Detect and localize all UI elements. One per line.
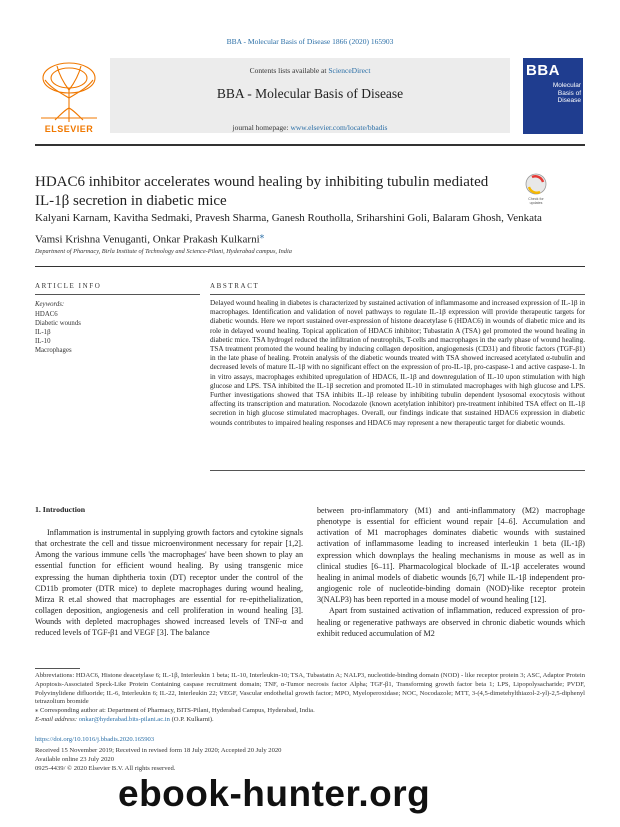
contents-line: Contents lists available at ScienceDirect (249, 66, 371, 75)
body-right-column (317, 505, 585, 639)
check-for-updates-badge[interactable] (523, 173, 549, 205)
journal-reference[interactable]: BBA - Molecular Basis of Disease 1866 (2020) 165903 (226, 37, 394, 46)
body-paragraph: Apart from sustained activation of inflammation, reduced expression of pro-healing or regenerative pathways are observed in chronic diabetic wounds which exhibit reduced accumulation of M2 (317, 606, 585, 638)
body-paragraph: Inflammation is instrumental in supplying growth factors and cytokine signals that orchestrate the cell and tissue microenvironment necessary for repair [1,2]. Among the various immune cells 'the macrophages' have been shown to play an essential function for efficient wound healing. By using transgenic mice expressing the human diphtheria toxin (DT) receptor under the control of the CD11b promoter (DTR mice) to deplete macrophages during wound healing, Mirza R et.al showed that macrophages are essential for re-epithelialization, collagen deposition, angiogenesis and cell proliferation in wound healing [3]. Wounds with depleted macrophages showed increased levels of TNF-α and reduced levels of TGF-β1 and VEGF [3]. The balance (35, 528, 303, 638)
body-left-column (35, 527, 303, 639)
article-info-heading: ARTICLE INFO (35, 282, 102, 290)
keywords-list (35, 310, 81, 355)
article-info-divider (35, 294, 200, 295)
abstract-divider (210, 294, 585, 295)
email-link[interactable]: onkar@hyderabad.bits-pilani.ac.in (78, 715, 170, 723)
author-list: Kalyani Karnam, Kavitha Sedmaki, Pravesh Sharma, Ganesh Routholla, Sriharshini Goli, Balaram Ghosh, Venkata Vamsi Krishna Venuganti, Onkar Prakash Kulkarni⁎ (35, 212, 542, 246)
article-history (35, 747, 281, 774)
article-title: HDAC6 inhibitor accelerates wound healing by inhibiting tubulin mediated IL-1β secretion in diabetic mice (35, 174, 489, 209)
history-line: Available online 23 July 2020 (35, 755, 114, 763)
journal-title: BBA - Molecular Basis of Disease (216, 86, 404, 101)
keyword-item: Macrophages (35, 347, 72, 355)
history-line: 0925-4439/ © 2020 Elsevier B.V. All rights reserved. (35, 764, 176, 772)
svg-text:Check for: Check for (528, 197, 544, 201)
abbreviations-footnote: Abbreviations: HDAC6, Histone deacetylase 6; IL-1β, Interleukin 1 beta; IL-10, Interleukin-10; TSA, Tubastatin A; NALP3, nucleotide-binding domain (NOD) - like receptor protein 3; ASC, Adaptor Protein Apoptosis-Associated Speck-Like Protein Containing caspase recruitment domain; TNF, α-Tumor necrosis factor Alpha; TGF-β1, Transforming growth factor beta 1; LPS, Lipopolysacharide; PVDF, Polyvinylidene difluoride; IL-6, Interleukin 6; IL-22, Interleukin 22; VEGF, Vascular endothelial growth factor; MPO, Myeloperoxidase; NOC, Nocodazole; MTT, 3-(4,5-dimetehylthiazol-2-yl)-2,5-diphenyl tetrazolium bromide (35, 672, 585, 706)
header-divider (35, 144, 585, 146)
journal-cover (523, 58, 583, 134)
body-paragraph: between pro-inflammatory (M1) and anti-inflammatory (M2) macrophage phenotype is essential for efficient wound repair [4–6]. Accumulation and activation of M1 macrophages dominates diabetic wounds with sustained activation of inflammasome leading to increased interleukin 1 beta (IL-1β) expression which downplays the healing mechanisms in mouse as well as in clinical studies [6–11]. Pharmacological blockade of IL-1β accelerates wound healing in animal models of diabetic wounds [6,7] while IL-1β independent pro-angiogenic role of nucleotide-binding domain (NOD)-like receptor protein 3(NALP3) has been reported in a mouse model of wound healing [12]. (317, 506, 585, 605)
keywords-label: Keywords: (35, 301, 65, 308)
publisher-name: ELSEVIER (44, 124, 94, 134)
corresponding-author-footnote: ⁎ Corresponding author at: Department of Pharmacy, BITS-Pilani, Hyderabad Campus, Hyderabad, India. (35, 707, 315, 715)
keyword-item: HDAC6 (35, 311, 58, 318)
cover-title: BBA (526, 62, 560, 79)
footnotes (35, 672, 585, 725)
email-footnote: E-mail address: onkar@hyderabad.bits-pilani.ac.in (O.P. Kulkarni). (35, 715, 214, 723)
cover-subtitle: Molecular Basis of Disease (552, 82, 581, 104)
corresponding-author-mark[interactable]: ⁎ (259, 230, 265, 240)
keyword-item: Diabetic wounds (35, 320, 81, 328)
abstract-heading: ABSTRACT (210, 282, 260, 290)
affiliation-divider (35, 266, 585, 267)
author-affiliation: Department of Pharmacy, Birla Institute of Technology and Science-Pilani, Hyderabad campus, India (35, 248, 292, 255)
introduction-heading: 1. Introduction (35, 505, 86, 514)
footnote-divider (35, 668, 80, 669)
abstract-text: Delayed wound healing in diabetes is characterized by sustained activation of inflammasome and increased expression of IL-1β in macrophages. Identification and validation of novel pathways to regulate IL-1β expression will provide therapeutic targets for diabetic wounds. Here we report sustained over-expression of histone deacetylase 6 (HDAC6) in wounds of diabetic mice and its role in delayed wound healing. Topical application of HDAC6 inhibitor; Tubastatin A (TSA) gel promoted the wound healing in diabetic mice. TSA hydrogel reduced the infiltration of neutrophils, T-cells and macrophages in the early phase of wound healing. TSA treatment promoted the wound healing by inducing collagen deposition, angiogenesis (CD31) and fibrotic factors (TGF-β1) in the late phase of healing. Protein analysis of the diabetic wounds treated with TSA showed increased acetylated α-tubulin and decreased levels of mature IL-1β with no significant effect on the expression of pro-IL-1β, pro-caspase-1 and active caspase-1. In in vitro assays, macrophages exhibited upregulation of HDAC6, IL-1β and downregulation of IL-10 upon stimulation with high glucose and LPS. TSA inhibited the IL-1β secretion and promoted IL-10 in stimulated macrophages with high glucose and LPS. Further investigations showed that TSA inhibits IL-1β release by inhibiting tubulin dependent lysosomal exocytosis without affecting its transcription and maturation. Nocodazole (known acetylation inhibitor) pre-treatment inhibited TSA effect on IL-1β secretion in high glucose stimulated macrophages. Overall, our findings indicate that sustained HDAC6 expression in diabetic wounds contributes to impaired healing responses and HDAC6 may represent a new therapeutic target for diabetic wounds. (210, 299, 585, 427)
elsevier-tree-logo (35, 58, 103, 133)
keyword-item: IL-1β (35, 329, 51, 337)
keyword-item: IL-10 (35, 338, 51, 346)
homepage-line: journal homepage: www.elsevier.com/locate/bbadis (232, 123, 388, 132)
sciencedirect-link[interactable]: ScienceDirect (328, 66, 371, 75)
watermark-text: ebook-hunter.org (118, 773, 431, 814)
abstract-end-divider (210, 470, 585, 471)
homepage-link[interactable]: www.elsevier.com/locate/bbadis (290, 123, 388, 132)
history-line: Received 15 November 2019; Received in revised form 18 July 2020; Accepted 20 July 2020 (35, 747, 282, 754)
doi-link[interactable]: https://doi.org/10.1016/j.bbadis.2020.165903 (35, 736, 155, 743)
svg-text:updates: updates (529, 201, 543, 205)
